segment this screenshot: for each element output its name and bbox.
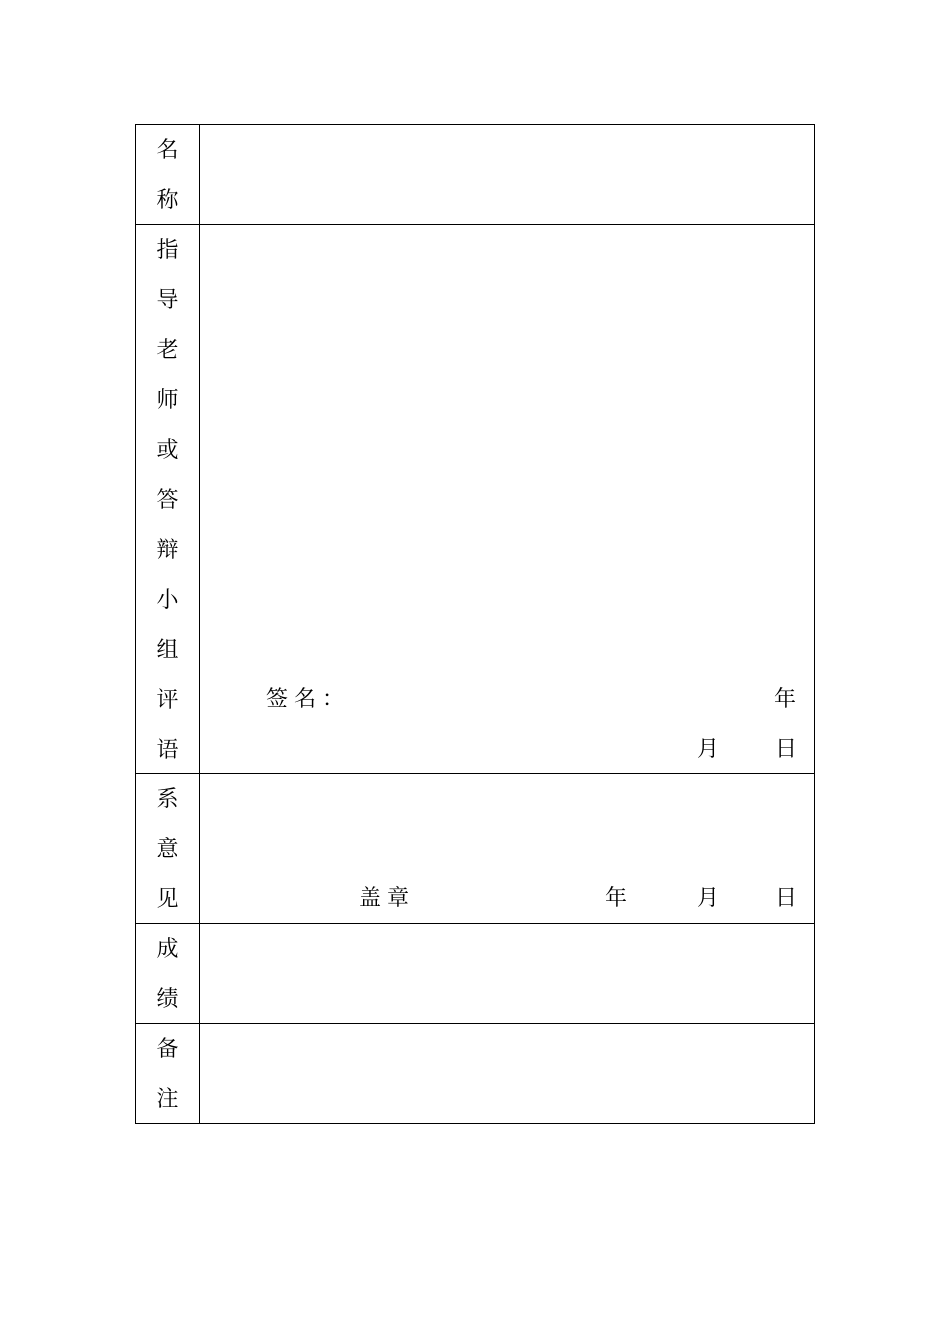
label-char: 答 bbox=[156, 488, 179, 513]
department-opinion-label bbox=[136, 774, 200, 923]
label-char: 老 bbox=[156, 338, 179, 363]
dept-month-label: 月 bbox=[697, 886, 726, 911]
row-advisor-comment bbox=[136, 225, 814, 774]
label-char: 备 bbox=[156, 1037, 179, 1062]
name-field[interactable] bbox=[200, 125, 814, 224]
label-char: 导 bbox=[156, 288, 179, 313]
row-name bbox=[136, 125, 814, 225]
label-char: 师 bbox=[156, 388, 179, 413]
label-char: 或 bbox=[156, 438, 179, 463]
label-char: 小 bbox=[156, 588, 179, 613]
label-char: 名 bbox=[156, 138, 179, 163]
label-char: 组 bbox=[156, 638, 179, 663]
label-char: 绩 bbox=[156, 987, 179, 1012]
department-opinion-field[interactable] bbox=[200, 774, 814, 923]
advisor-comment-label bbox=[136, 225, 200, 773]
comment-month-label: 月 bbox=[697, 737, 726, 762]
advisor-comment-field[interactable] bbox=[200, 225, 814, 773]
dept-day-label: 日 bbox=[775, 886, 804, 911]
label-char: 成 bbox=[156, 937, 179, 962]
row-score bbox=[136, 924, 814, 1024]
comment-year-label: 年 bbox=[774, 687, 803, 712]
remarks-field[interactable] bbox=[200, 1024, 814, 1123]
row-department-opinion bbox=[136, 774, 814, 924]
name-label bbox=[136, 125, 200, 224]
label-char: 系 bbox=[156, 787, 179, 812]
score-field[interactable] bbox=[200, 924, 814, 1023]
label-char: 称 bbox=[156, 188, 179, 213]
label-char: 语 bbox=[156, 738, 179, 763]
label-char: 见 bbox=[156, 887, 179, 912]
evaluation-form bbox=[135, 124, 815, 1124]
label-char: 意 bbox=[156, 837, 179, 862]
label-char: 注 bbox=[156, 1087, 179, 1112]
remarks-label bbox=[136, 1024, 200, 1123]
seal-label: 盖章 bbox=[359, 886, 416, 911]
label-char: 指 bbox=[156, 238, 179, 263]
score-label bbox=[136, 924, 200, 1023]
dept-year-label: 年 bbox=[605, 886, 634, 911]
signature-label: 签名： bbox=[266, 687, 351, 712]
comment-day-label: 日 bbox=[775, 737, 804, 762]
row-remarks bbox=[136, 1024, 814, 1123]
label-char: 辩 bbox=[156, 538, 179, 563]
label-char: 评 bbox=[156, 688, 179, 713]
